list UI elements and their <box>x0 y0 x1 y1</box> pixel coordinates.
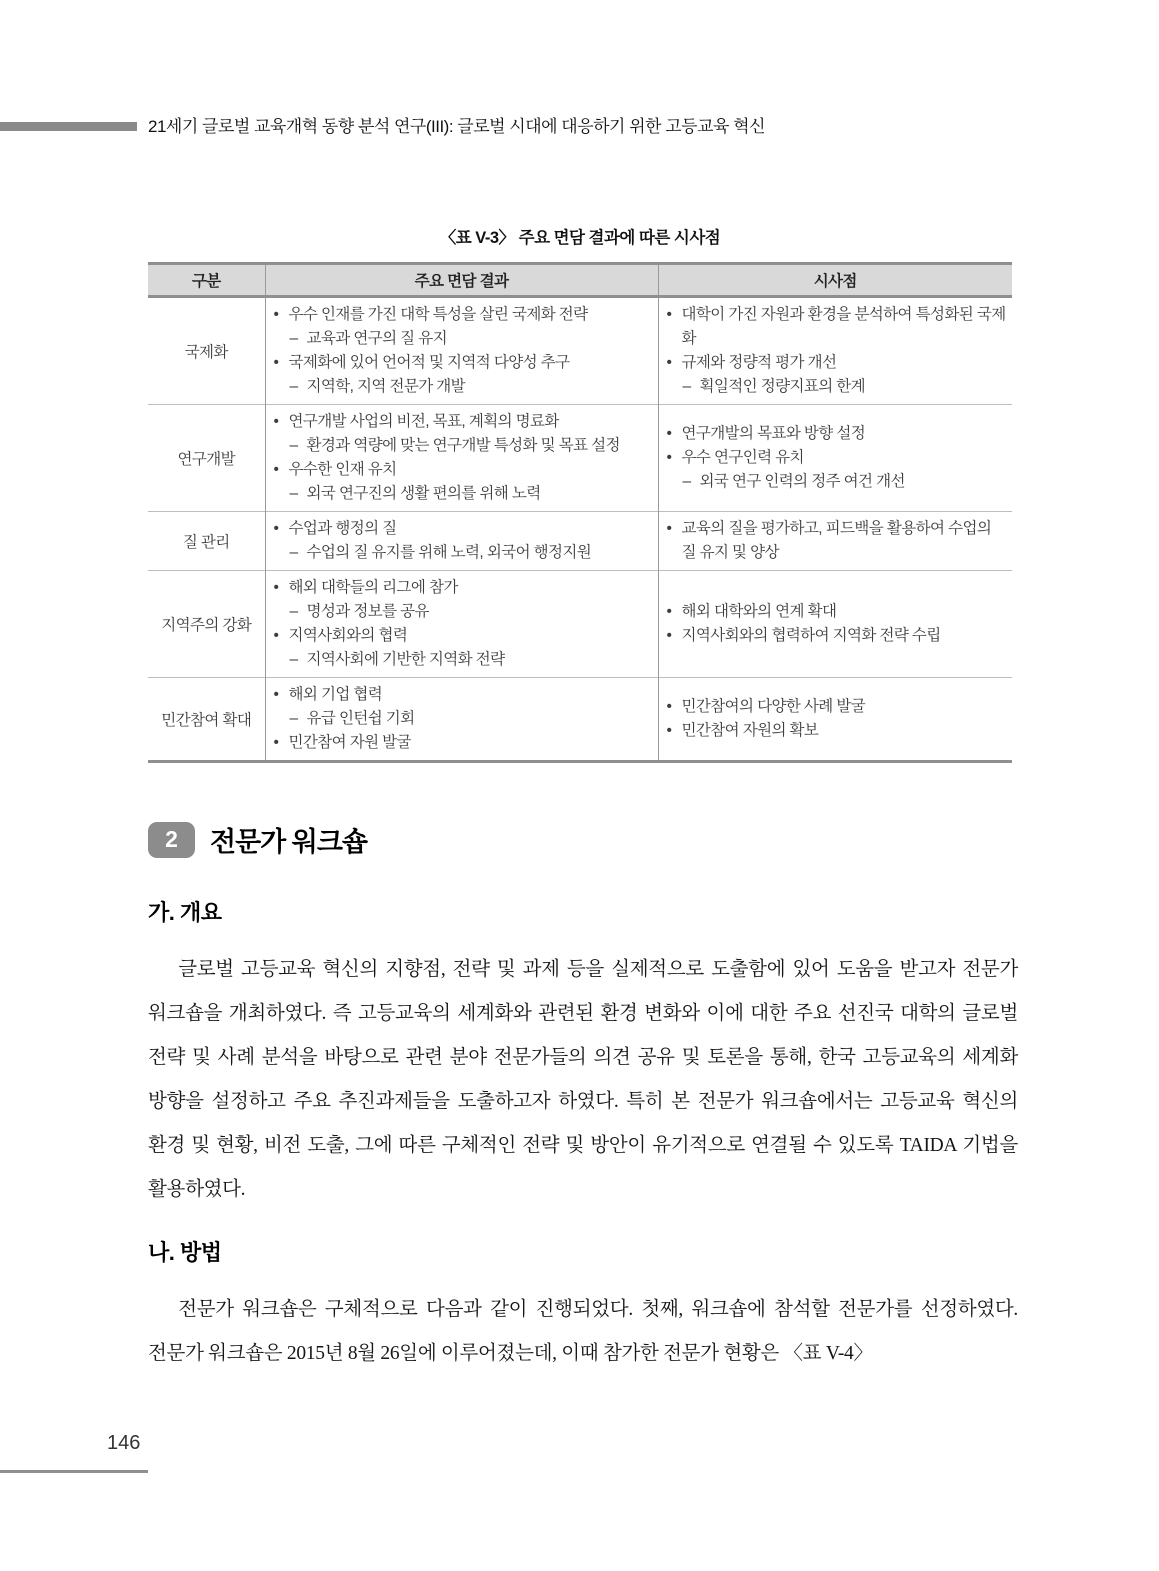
list-item <box>272 624 652 648</box>
list-item <box>665 375 1007 399</box>
dash-icon: – <box>289 330 298 347</box>
list-item <box>272 434 652 458</box>
list-item <box>665 422 1007 446</box>
row-category: 연구개발 <box>148 405 265 512</box>
bullet-icon: • <box>666 698 672 715</box>
section-heading <box>148 820 367 859</box>
dash-icon: – <box>289 651 298 668</box>
list-item <box>272 648 652 672</box>
bullet-icon: • <box>666 722 672 739</box>
row-category: 질 관리 <box>148 512 265 571</box>
list-item <box>272 707 652 731</box>
page-number: 146 <box>107 1432 141 1454</box>
list-item-text: 규제와 정량적 평가 개선 <box>681 354 837 371</box>
list-item <box>665 695 1007 719</box>
bullet-icon: • <box>273 627 279 644</box>
list-item <box>272 303 652 327</box>
header-accent-bar <box>0 122 137 131</box>
list-item-text: 국제화에 있어 언어적 및 지역적 다양성 추구 <box>288 354 570 371</box>
list-item-text: 외국 연구 인력의 정주 여건 개선 <box>699 473 905 490</box>
list-item-text: 연구개발의 목표와 방향 설정 <box>681 425 866 442</box>
list-item-text: 해외 대학들의 리그에 참가 <box>288 579 458 596</box>
list-item <box>272 458 652 482</box>
row-category: 국제화 <box>148 297 265 405</box>
list-item <box>272 600 652 624</box>
bullet-icon: • <box>273 686 279 703</box>
bullet-icon: • <box>666 603 672 620</box>
table-row <box>148 297 1012 405</box>
list-item <box>272 410 652 434</box>
bullet-icon: • <box>273 413 279 430</box>
table-row <box>148 571 1012 678</box>
footer-line <box>0 1470 148 1473</box>
dash-icon: – <box>289 603 298 620</box>
list-item <box>665 624 1007 648</box>
list-item-text: 유급 인턴쉽 기회 <box>306 710 415 727</box>
list-item-text: 명성과 정보를 공유 <box>306 603 429 620</box>
row-implications <box>658 678 1012 762</box>
results-table <box>148 262 1012 763</box>
dash-icon: – <box>682 378 691 395</box>
bullet-icon: • <box>273 306 279 323</box>
list-item-text: 지역학, 지역 전문가 개발 <box>306 378 466 395</box>
list-item <box>272 576 652 600</box>
bullet-icon: • <box>666 425 672 442</box>
list-item <box>665 719 1007 743</box>
table-row <box>148 512 1012 571</box>
dash-icon: – <box>289 710 298 727</box>
table-row <box>148 678 1012 762</box>
list-item-text: 지역사회에 기반한 지역화 전략 <box>306 651 505 668</box>
results-table-wrap <box>148 262 1012 763</box>
bullet-icon: • <box>273 461 279 478</box>
list-item-text: 획일적인 정량지표의 한계 <box>699 378 866 395</box>
list-item-text: 해외 기업 협력 <box>288 686 383 703</box>
bullet-icon: • <box>666 520 672 537</box>
row-findings <box>265 297 658 405</box>
list-item-text: 연구개발 사업의 비전, 목표, 계획의 명료화 <box>288 413 559 430</box>
bullet-icon: • <box>273 520 279 537</box>
row-implications <box>658 297 1012 405</box>
row-category: 지역주의 강화 <box>148 571 265 678</box>
bullet-icon: • <box>273 579 279 596</box>
list-item-text: 우수 연구인력 유치 <box>681 449 804 466</box>
bullet-icon: • <box>273 354 279 371</box>
running-header <box>0 112 1159 142</box>
list-item-text: 해외 대학와의 연계 확대 <box>681 603 837 620</box>
list-item <box>665 470 1007 494</box>
dash-icon: – <box>289 544 298 561</box>
list-item <box>272 731 652 755</box>
table-caption: 〈표 V-3〉 주요 면담 결과에 따른 시사점 <box>439 229 721 247</box>
column-header-implications: 시사점 <box>658 264 1012 297</box>
list-item <box>272 375 652 399</box>
list-item <box>272 683 652 707</box>
dash-icon: – <box>682 473 691 490</box>
running-header-title: 21세기 글로벌 교육개혁 동향 분석 연구(III): 글로벌 시대에 대응하기 위한 고등교육 혁신 <box>148 117 766 136</box>
list-item <box>272 517 652 541</box>
list-item <box>665 303 1007 351</box>
list-item-text: 우수한 인재 유치 <box>288 461 397 478</box>
list-item-text: 민간참여의 다양한 사례 발굴 <box>681 698 866 715</box>
column-header-category: 구분 <box>148 264 265 297</box>
table-body <box>148 297 1012 762</box>
list-item <box>665 517 1007 565</box>
row-implications <box>658 571 1012 678</box>
list-item <box>272 351 652 375</box>
list-item <box>665 600 1007 624</box>
list-item-text: 지역사회와의 협력하여 지역화 전략 수립 <box>681 627 941 644</box>
dash-icon: – <box>289 378 298 395</box>
subsection-heading-method: 나. 방법 <box>148 1240 222 1265</box>
bullet-icon: • <box>666 449 672 466</box>
column-header-findings: 주요 면담 결과 <box>265 264 658 297</box>
dash-icon: – <box>289 437 298 454</box>
list-item-text: 교육의 질을 평가하고, 피드백을 활용하여 수업의 질 유지 및 양상 <box>681 520 992 561</box>
row-findings <box>265 678 658 762</box>
list-item-text: 민간참여 자원 발굴 <box>288 734 411 751</box>
list-item-text: 민간참여 자원의 확보 <box>681 722 819 739</box>
subsection-heading-overview: 가. 개요 <box>148 900 222 925</box>
section-number-badge: 2 <box>148 822 195 858</box>
list-item-text: 우수 인재를 가진 대학 특성을 살린 국제화 전략 <box>288 306 588 323</box>
list-item <box>272 327 652 351</box>
row-findings <box>265 512 658 571</box>
row-implications <box>658 405 1012 512</box>
list-item-text: 수업과 행정의 질 <box>288 520 397 537</box>
list-item-text: 환경과 역량에 맞는 연구개발 특성화 및 목표 설정 <box>306 437 620 454</box>
row-implications <box>658 512 1012 571</box>
table-row <box>148 405 1012 512</box>
row-category: 민간참여 확대 <box>148 678 265 762</box>
list-item <box>272 541 652 565</box>
bullet-icon: • <box>666 306 672 323</box>
overview-paragraph: 글로벌 고등교육 혁신의 지향점, 전략 및 과제 등을 실제적으로 도출함에 있어 도움을 받고자 전문가 워크숍을 개최하였다. 즉 고등교육의 세계화와 관련된 환경 변화와 이에 대한 주요 선진국 대학의 글로벌 전략 및 사례 분석을 바탕으로 관련 분야 전문가들의 의견 공유 및 토론을 통해, 한국 고등교육의 세계화 방향을 설정하고 주요 추진과제들을 도출하고자 하였다. 특히 본 전문가 워크숍에서는 고등교육 혁신의 환경 및 현황, 비전 도출, 그에 따른 구체적인 전략 및 방안이 유기적으로 연결될 수 있도록 TAIDA 기법을 활용하였다. <box>148 959 1018 1200</box>
dash-icon: – <box>289 485 298 502</box>
bullet-icon: • <box>273 734 279 751</box>
table-header-row <box>148 264 1012 297</box>
list-item <box>272 482 652 506</box>
list-item-text: 외국 연구진의 생활 편의를 위해 노력 <box>306 485 541 502</box>
list-item <box>665 446 1007 470</box>
list-item-text: 교육과 연구의 질 유지 <box>306 330 447 347</box>
row-findings <box>265 571 658 678</box>
row-findings <box>265 405 658 512</box>
list-item-text: 지역사회와의 협력 <box>288 627 408 644</box>
method-paragraph: 전문가 워크숍은 구체적으로 다음과 같이 진행되었다. 첫째, 워크숍에 참석할 전문가를 선정하였다. 전문가 워크숍은 2015년 8월 26일에 이루어졌는데, 이때 참가한 전문가 현황은 〈표 V-4〉 <box>148 1299 1018 1364</box>
list-item-text: 대학이 가진 자원과 환경을 분석하여 특성화된 국제화 <box>681 306 1006 347</box>
bullet-icon: • <box>666 354 672 371</box>
list-item <box>665 351 1007 375</box>
section-title: 전문가 워크숍 <box>210 827 367 857</box>
bullet-icon: • <box>666 627 672 644</box>
list-item-text: 수업의 질 유지를 위해 노력, 외국어 행정지원 <box>306 544 592 561</box>
